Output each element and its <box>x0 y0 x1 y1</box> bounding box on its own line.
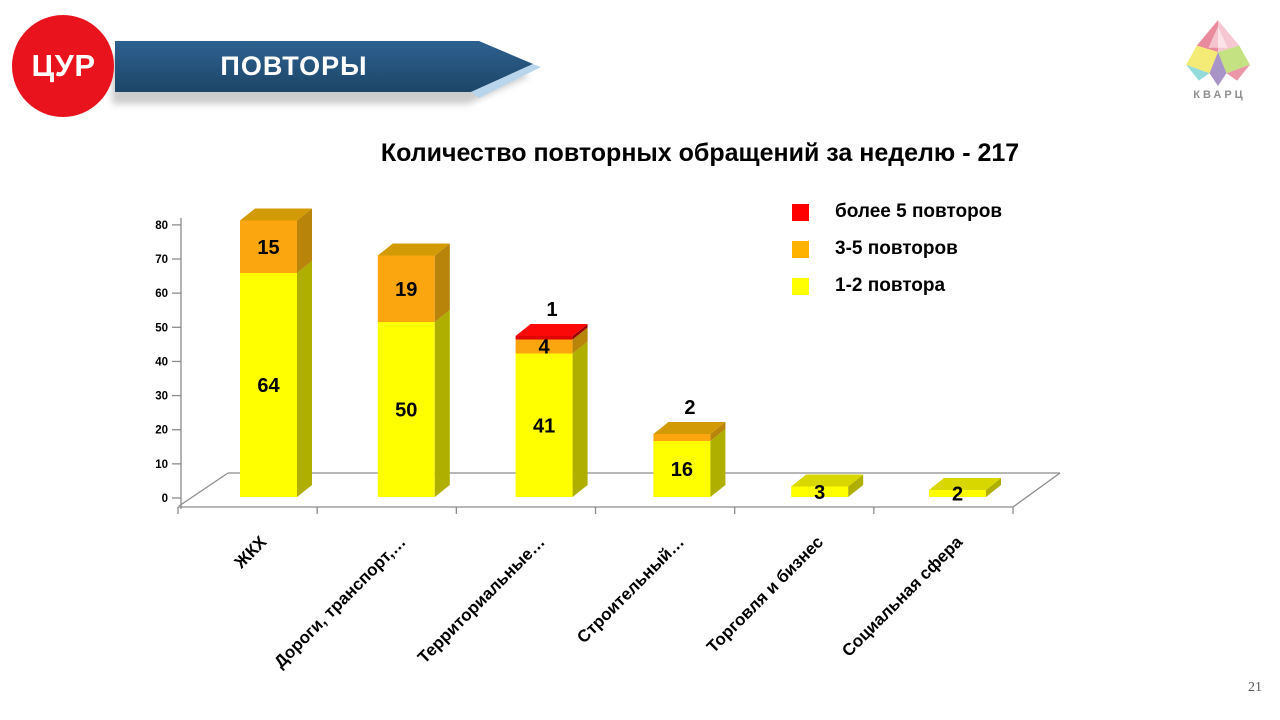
y-axis-label: 10 <box>155 458 168 471</box>
category-label: ЖКХ <box>230 532 271 573</box>
category-label: Торговля и бизнес <box>702 532 828 657</box>
data-label: 19 <box>395 278 418 301</box>
y-axis-label: 60 <box>155 288 168 301</box>
data-label: 16 <box>670 459 694 481</box>
y-axis-label: 80 <box>155 219 168 232</box>
page-number: 21 <box>1248 680 1262 695</box>
segment-side <box>710 429 725 497</box>
data-label: 64 <box>257 375 280 397</box>
legend-label: более 5 повторов <box>835 201 1003 222</box>
legend-swatch <box>792 241 809 258</box>
segment-side <box>573 342 588 498</box>
kvarc-logo-label: КВАРЦ <box>1193 89 1246 101</box>
data-label: 50 <box>395 399 418 422</box>
data-label-outside: 1 <box>546 299 558 321</box>
category-label: Строительный… <box>573 532 688 648</box>
y-axis-label: 70 <box>155 254 168 267</box>
data-label: 4 <box>538 336 550 359</box>
banner-title: ПОВТОРЫ <box>220 51 368 81</box>
category-label: Территориальные… <box>414 532 549 668</box>
data-label: 15 <box>257 236 280 259</box>
y-axis-label: 40 <box>155 356 168 369</box>
floor-right-edge <box>1013 473 1060 507</box>
category-label: Дороги, транспорт,… <box>270 532 410 672</box>
legend-swatch <box>792 204 809 221</box>
category-labels <box>230 532 967 672</box>
legend-item <box>792 276 1002 296</box>
kvarc-gem-icon <box>1184 20 1252 86</box>
segment-side <box>435 244 450 323</box>
chart-legend <box>792 202 1002 313</box>
data-label: 2 <box>951 483 964 506</box>
y-axis-label: 50 <box>155 322 168 335</box>
legend-item <box>792 202 1002 222</box>
y-axis-labels <box>155 220 168 505</box>
y-axis-label: 30 <box>155 390 168 403</box>
data-label: 41 <box>532 415 556 438</box>
y-axis-label: 20 <box>155 424 168 437</box>
segment-front <box>653 434 710 441</box>
bar-6 <box>929 478 1001 497</box>
cur-badge-label: ЦУР <box>31 48 96 83</box>
floor-left-edge <box>179 473 228 506</box>
segment-side <box>435 310 450 497</box>
legend-label: 1-2 повтора <box>835 275 946 296</box>
bar-5 <box>791 475 863 498</box>
data-label: 3 <box>814 481 826 504</box>
legend-swatch <box>792 278 809 295</box>
data-label-outside: 2 <box>684 397 696 419</box>
legend-item <box>792 239 1002 259</box>
category-label: Социальная сфера <box>838 532 967 661</box>
chart-title: Количество повторных обращений за неделю - 217 <box>380 139 1020 167</box>
segment-side <box>297 261 312 497</box>
bar-3 <box>516 324 588 497</box>
legend-label: 3-5 повторов <box>835 238 958 259</box>
y-axis-label: 0 <box>161 493 168 505</box>
